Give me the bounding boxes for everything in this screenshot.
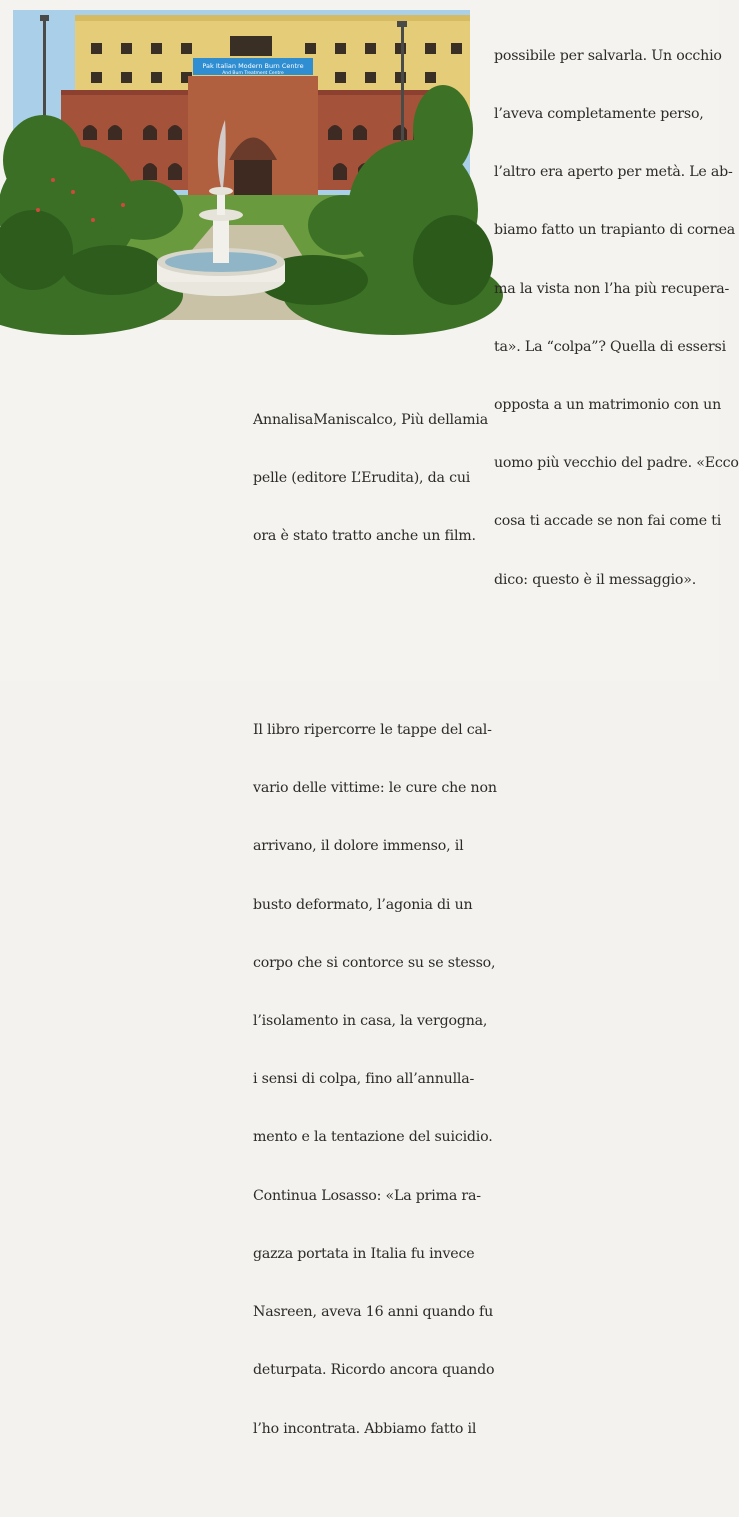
text-line: gazza portata in Italia fu invece bbox=[253, 1245, 475, 1262]
sign-text-line2: And Burn Treatment Centre bbox=[222, 71, 284, 76]
text-line: busto deformato, l’agonia di un bbox=[253, 896, 473, 913]
text-line: l’altro era aperto per metà. Le ab- bbox=[494, 164, 733, 181]
article-paragraph bbox=[253, 682, 497, 1477]
text-line: ma la vista non l’ha più recupera- bbox=[494, 280, 730, 297]
caption-line: AnnalisaManiscalco, Più dellamia bbox=[253, 411, 488, 428]
text-line: mento e la tentazione del suicidio. bbox=[253, 1129, 493, 1146]
text-line: Continua Losasso: «La prima ra- bbox=[253, 1187, 481, 1204]
caption-line: ora è stato tratto anche un film. bbox=[253, 528, 476, 545]
text-line: Il libro ripercorre le tappe del cal- bbox=[253, 722, 492, 739]
text-line: Nasreen, aveva 16 anni quando fu bbox=[253, 1304, 494, 1321]
text-line: i sensi di colpa, fino all’annulla- bbox=[253, 1071, 475, 1088]
text-line: dico: questo è il messaggio». bbox=[494, 571, 697, 588]
text-line: deturpata. Ricordo ancora quando bbox=[253, 1362, 495, 1379]
text-line: ta». La “colpa”? Quella di essersi bbox=[494, 338, 726, 355]
middle-column-text bbox=[253, 333, 497, 1517]
text-line: l’isolamento in casa, la vergogna, bbox=[253, 1013, 488, 1030]
text-line: vario delle vittime: le cure che non bbox=[253, 780, 497, 797]
book-caption bbox=[253, 372, 488, 585]
text-line: l’aveva completamente perso, bbox=[494, 106, 704, 123]
text-line: arrivano, il dolore immenso, il bbox=[253, 838, 464, 855]
caption-line: pelle (editore L’Erudita), da cui bbox=[253, 469, 471, 486]
text-line: biamo fatto un trapianto di cornea bbox=[494, 222, 736, 239]
text-line: l’ho incontrata. Abbiamo fatto il bbox=[253, 1420, 477, 1437]
right-column-text bbox=[494, 8, 739, 629]
text-line: possibile per salvarla. Un occhio bbox=[494, 47, 722, 64]
burn-centre-photo-image bbox=[13, 10, 470, 320]
text-line: cosa ti accade se non fai come ti bbox=[494, 513, 722, 530]
sign-text-line1: Pak Italian Modern Burn Centre bbox=[202, 62, 304, 70]
burn-centre-photo bbox=[13, 10, 470, 320]
text-line: opposta a un matrimonio con un bbox=[494, 397, 722, 414]
paragraph-gap bbox=[253, 624, 473, 643]
text-line: uomo più vecchio del padre. «Ecco bbox=[494, 455, 739, 472]
text-line: corpo che si contorce su se stesso, bbox=[253, 954, 496, 971]
